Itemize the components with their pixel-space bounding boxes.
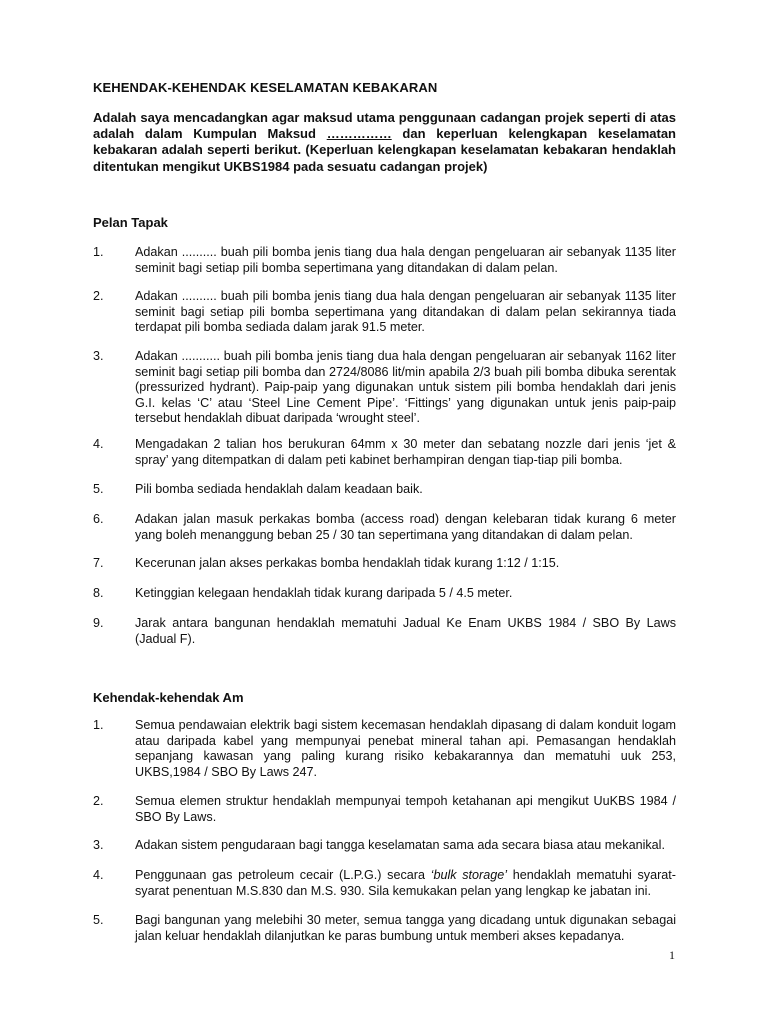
item-number: 9. bbox=[93, 616, 104, 630]
item-number: 8. bbox=[93, 586, 104, 600]
item-number: 7. bbox=[93, 556, 104, 570]
kehendak-am-item-5 bbox=[93, 913, 676, 944]
item-text: Jarak antara bangunan hendaklah mematuhi Jadual Ke Enam UKBS 1984 / SBO By Laws (Jadual F). bbox=[135, 616, 676, 646]
item-text-italic: ‘bulk storage’ bbox=[430, 868, 508, 882]
pelan-tapak-item-6 bbox=[93, 512, 676, 543]
pelan-tapak-item-2 bbox=[93, 289, 676, 336]
kehendak-am-item-3 bbox=[93, 838, 676, 854]
item-text: Semua pendawaian elektrik bagi sistem kecemasan hendaklah dipasang di dalam konduit logam atau daripada kabel yang mempunyai penebat mineral tahan api. Pemasangan hendaklah sepanjang kawasan yang paling kurang risiko kebakarannya dan mematuhi uuk 253, UKBS,1984 / SBO By Laws 247. bbox=[135, 718, 676, 779]
item-number: 3. bbox=[93, 349, 104, 363]
kehendak-am-item-2 bbox=[93, 794, 676, 825]
item-text: Kecerunan jalan akses perkakas bomba hendaklah tidak kurang 1:12 / 1:15. bbox=[135, 556, 560, 570]
item-number: 2. bbox=[93, 794, 104, 808]
item-text: Semua elemen struktur hendaklah mempunyai tempoh ketahanan api mengikut UuKBS 1984 / SBO By Laws. bbox=[135, 794, 676, 824]
kehendak-am-item-4 bbox=[93, 868, 676, 899]
section-heading-pelan-tapak: Pelan Tapak bbox=[93, 215, 168, 230]
item-number: 3. bbox=[93, 838, 104, 852]
item-text: Mengadakan 2 talian hos berukuran 64mm x 30 meter dan sebatang nozzle dari jenis ‘jet & spray’ yang ditempatkan di dalam peti kabinet berhampiran dengan tiap-tiap pili bomba. bbox=[135, 437, 676, 467]
pelan-tapak-item-1 bbox=[93, 245, 676, 276]
intro-text-part1: Adalah saya mencadangkan agar maksud utama penggunaan cadangan projek seperti di atas adalah dalam Kumpulan Maksud bbox=[93, 110, 676, 142]
pelan-tapak-item-8 bbox=[93, 586, 676, 602]
item-number: 4. bbox=[93, 437, 104, 451]
item-number: 5. bbox=[93, 913, 104, 927]
item-number: 4. bbox=[93, 868, 104, 882]
intro-paragraph bbox=[93, 110, 676, 175]
item-number: 1. bbox=[93, 718, 104, 732]
pelan-tapak-item-3 bbox=[93, 349, 676, 427]
pelan-tapak-item-5 bbox=[93, 482, 676, 498]
item-text-post: hendaklah mematuhi syarat-syarat penentuan M.S.830 dan M.S. 930. Sila kemukakan pelan yang lengkap ke jabatan ini. bbox=[135, 868, 676, 898]
item-text: Adakan .......... buah pili bomba jenis tiang dua hala dengan pengeluaran air sebanyak 1135 liter seminit bagi setiap pili bomba sepertimana yang ditandakan di dalam pelan sekirannya tiada terdapat pili bomba sediada dalam jarak 91.5 meter. bbox=[135, 289, 676, 335]
page-number: 1 bbox=[669, 948, 675, 962]
item-text-pre: Penggunaan gas petroleum cecair (L.P.G.) secara bbox=[135, 868, 431, 882]
item-number: 5. bbox=[93, 482, 104, 496]
section-heading-kehendak-am: Kehendak-kehendak Am bbox=[93, 690, 244, 705]
intro-blank-dots: …………… bbox=[326, 126, 392, 142]
item-text bbox=[135, 868, 676, 899]
item-number: 6. bbox=[93, 512, 104, 526]
document-title: KEHENDAK-KEHENDAK KESELAMATAN KEBAKARAN bbox=[93, 80, 438, 95]
item-text: Pili bomba sediada hendaklah dalam keadaan baik. bbox=[135, 482, 423, 496]
item-number: 1. bbox=[93, 245, 104, 259]
item-text: Bagi bangunan yang melebihi 30 meter, semua tangga yang dicadang untuk digunakan sebagai jalan keluar hendaklah dilanjutkan ke paras bumbung untuk memberi akses kepadanya. bbox=[135, 913, 676, 943]
item-text: Ketinggian kelegaan hendaklah tidak kurang daripada 5 / 4.5 meter. bbox=[135, 586, 513, 600]
item-text: Adakan .......... buah pili bomba jenis tiang dua hala dengan pengeluaran air sebanyak 1135 liter seminit bagi setiap pili bomba sepertimana yang ditandakan di dalam pelan. bbox=[135, 245, 676, 275]
intro-text-part2: dan keperluan kelengkapan keselamatan kebakaran adalah seperti berikut. (Keperluan kelengkapan keselamatan kebakaran hendaklah ditentukan mengikut UKBS1984 pada sesuatu cadangan projek) bbox=[93, 126, 676, 174]
pelan-tapak-item-4 bbox=[93, 437, 676, 468]
item-text: Adakan sistem pengudaraan bagi tangga keselamatan sama ada secara biasa atau mekanikal. bbox=[135, 838, 665, 852]
kehendak-am-item-1 bbox=[93, 718, 676, 780]
pelan-tapak-item-9 bbox=[93, 616, 676, 647]
item-number: 2. bbox=[93, 289, 104, 303]
pelan-tapak-item-7 bbox=[93, 556, 676, 572]
item-text: Adakan jalan masuk perkakas bomba (access road) dengan kelebaran tidak kurang 6 meter yang boleh menanggung beban 25 / 30 tan sepertimana yang ditandakan di dalam pelan. bbox=[135, 512, 676, 542]
item-text: Adakan ........... buah pili bomba jenis tiang dua hala dengan pengeluaran air sebanyak 1162 liter seminit bagi setiap pili bomba dan 2724/8086 lit/min apabila 2/3 buah pili bomba dibuka serentak (pressurized hydrant). Paip-paip yang digunakan untuk sistem pili bomba hendaklah dari jenis G.I. kelas ‘C’ atau ‘Steel Line Cement Pipe’. ‘Fittings’ yang digunakan untuk jenis paip-paip tersebut hendaklah dibuat daripada ‘wrought steel’. bbox=[135, 349, 676, 426]
